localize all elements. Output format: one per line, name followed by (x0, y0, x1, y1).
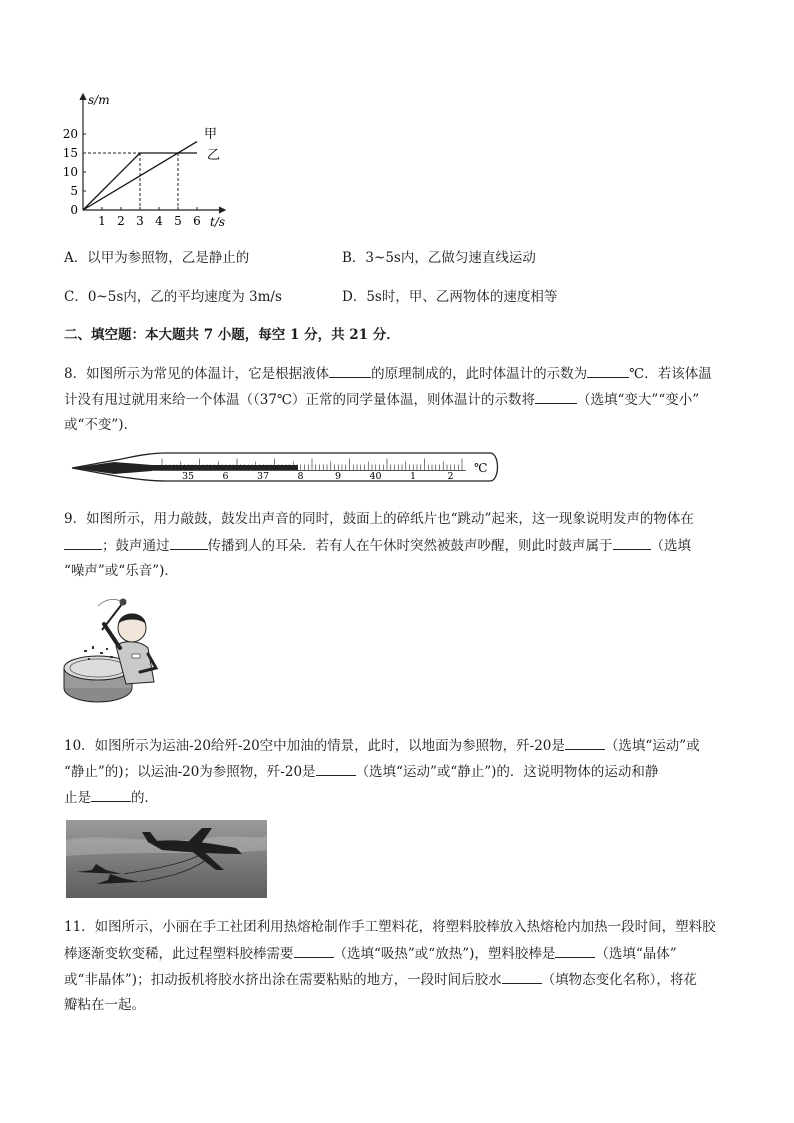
q11-line-4: 瓣粘在一起。 (64, 997, 145, 1013)
x-axis-label: t/s (210, 215, 226, 229)
x-tick-label: 5 (174, 214, 182, 228)
q8-blank-3[interactable] (535, 388, 577, 404)
q11-blank-1[interactable] (294, 942, 334, 958)
q9-line-1: 9．如图所示，用力敲鼓，鼓发出声音的同时，鼓面上的碎纸片也“跳动”起来，这一现象说明发声的物体在 (64, 511, 694, 527)
q10-line-2 (64, 760, 744, 783)
drum-boy-illustration (62, 596, 162, 708)
q8-line-3: 或“不变”)． (64, 417, 138, 433)
y-axis-label: s/m (88, 93, 110, 107)
q8-text: ℃．若该体温 (629, 366, 712, 382)
q7-option-a: A．以甲为参照物，乙是静止的 (64, 250, 250, 266)
q10-blank-3[interactable] (91, 786, 131, 802)
y-tick-label: 20 (62, 127, 78, 141)
q10-text: 的． (131, 790, 158, 806)
q9-line-2 (64, 534, 744, 557)
y-tick-label: 5 (70, 184, 78, 198)
q10-text: （选填“运动”或“静止”)的．这说明物体的运动和静 (355, 764, 659, 780)
section-2-title: 二、填空题：本大题共 7 小题，每空 1 分，共 21 分． (64, 327, 400, 343)
y-tick-label: 15 (62, 146, 78, 160)
q10-line-3 (64, 786, 744, 809)
y-tick-label: 10 (62, 165, 78, 179)
q10-text: （选填“运动”或 (604, 738, 700, 754)
q11-text: （填物态变化名称），将花 (541, 972, 697, 988)
q9-blank-1[interactable] (64, 534, 102, 550)
thermometer-label: 37 (256, 471, 270, 482)
q9-text: ；鼓声通过 (102, 538, 170, 554)
q10-text: “静止”的)；以运油-20为参照物，歼-20是 (64, 764, 316, 780)
x-tick-label: 1 (98, 214, 106, 228)
q11-text: 或“非晶体”)；扣动扳机将胶水挤出涂在需要粘贴的地方，一段时间后胶水 (64, 972, 502, 988)
line-jia-label: 甲 (204, 127, 218, 142)
q11-blank-3[interactable] (502, 968, 542, 984)
q7-option-d: D．5s时，甲、乙两物体的速度相等 (342, 289, 558, 305)
q7-option-c: C．0~5s内，乙的平均速度为 3m/s (64, 289, 282, 305)
aerial-refueling-photo (66, 820, 267, 898)
line-yi-label: 乙 (207, 148, 221, 163)
thermometer-label: 6 (222, 471, 229, 482)
q8-line-2 (64, 388, 744, 411)
series-line-yi (83, 153, 197, 210)
q11-line-3 (64, 968, 744, 991)
x-tick-label: 3 (136, 214, 144, 228)
q10-blank-1[interactable] (565, 734, 605, 750)
x-tick-label: 4 (155, 214, 163, 228)
q8-blank-2[interactable] (587, 362, 629, 378)
q11-line-1: 11．如图所示，小丽在手工社团利用热熔枪制作手工塑料花，将塑料胶棒放入热熔枪内加热一段时间，塑料胶 (64, 919, 716, 935)
q8-blank-1[interactable] (329, 362, 371, 378)
q8-text: （选填“变大”“变小” (577, 392, 700, 408)
q9-line-3: “噪声”或“乐音”)． (64, 563, 178, 579)
q9-blank-3[interactable] (613, 534, 651, 550)
q9-blank-2[interactable] (170, 534, 208, 550)
q11-text: 棒逐渐变软变稀，此过程塑料胶棒需要 (64, 946, 294, 962)
q11-text: （选填“吸热”或“放热”)，塑料胶棒是 (333, 946, 556, 962)
thermometer-label: 8 (297, 471, 304, 482)
mercury-column (152, 465, 298, 470)
q9-text: （选填 (650, 538, 691, 554)
thermometer-label: 40 (369, 471, 382, 482)
q9-text: 传播到人的耳朵．若有人在午休时突然被鼓声吵醒，则此时鼓声属于 (207, 538, 613, 554)
thermometer-unit: ℃ (474, 461, 488, 475)
q11-text: （选填“晶体” (595, 946, 677, 962)
thermometer-label: 1 (409, 471, 417, 482)
q10-text: 止是 (64, 790, 91, 806)
q11-blank-2[interactable] (555, 942, 595, 958)
thermometer-label: 9 (334, 471, 342, 482)
q8-text: 8．如图所示为常见的体温计，它是根据液体 (64, 366, 330, 382)
q10-line-1 (64, 734, 744, 757)
q10-blank-2[interactable] (316, 760, 356, 776)
thermometer-label: 35 (181, 471, 195, 482)
x-tick-label: 2 (117, 214, 125, 228)
q8-text: 的原理制成的，此时体温计的示数为 (371, 366, 588, 382)
q7-option-b: B．3~5s内，乙做匀速直线运动 (342, 250, 536, 266)
thermometer-label: 2 (447, 471, 454, 482)
q10-text: 10．如图所示为运油-20给歼-20空中加油的情景，此时，以地面为参照物，歼-20是 (64, 738, 565, 754)
x-tick-label: 6 (193, 214, 201, 228)
q8-line-1 (64, 362, 744, 385)
q8-text: 计没有甩过就用来给一个体温（（37℃）正常的同学量体温，则体温计的示数将 (64, 392, 536, 408)
q11-line-2 (64, 942, 744, 965)
y-tick-label: 0 (70, 203, 78, 217)
thermometer-figure (66, 448, 504, 488)
st-graph (60, 88, 240, 238)
